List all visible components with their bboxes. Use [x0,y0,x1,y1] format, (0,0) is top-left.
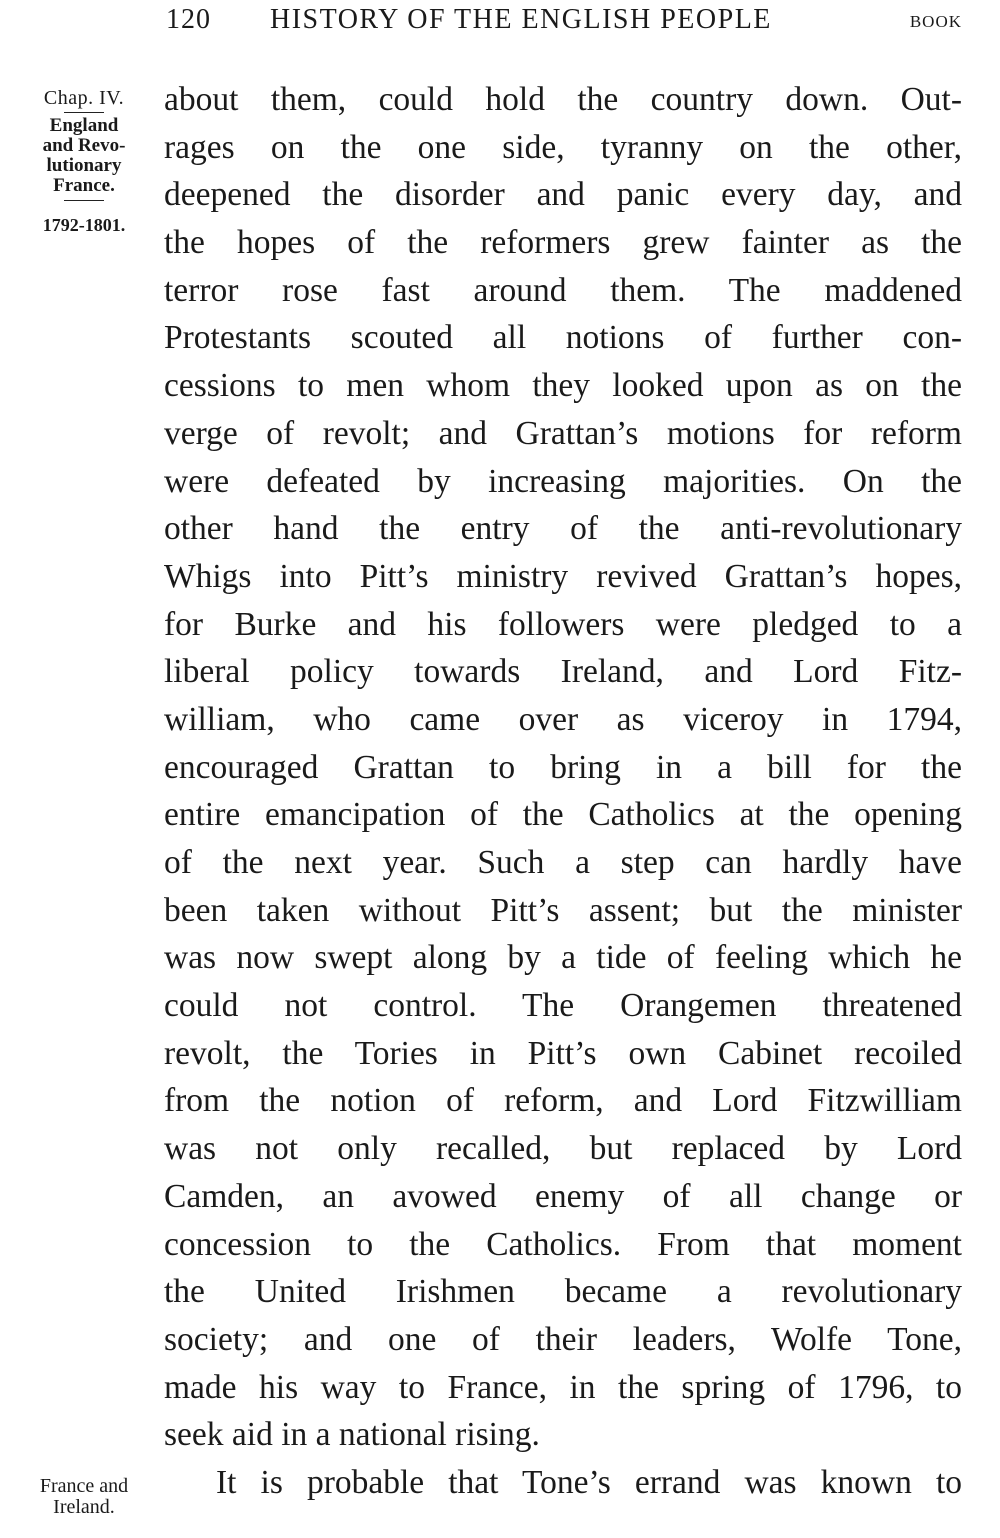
text-line: Protestants scouted all notions of further con- [164,319,962,357]
text-line: entire emancipation of the Catholics at the opening [164,796,962,834]
text-line: cessions to men whom they looked upon as on the [164,367,962,405]
text-line: for Burke and his followers were pledged to a [164,605,962,643]
text-line: were defeated by increasing majorities. On the [164,462,962,500]
text-line: society; and one of their leaders, Wolfe Tone, [164,1320,962,1358]
text-line: liberal policy towards Ireland, and Lord Fitz- [164,653,962,691]
text-line: of the next year. Such a step can hardly have [164,844,962,881]
topic-line: lutionary [46,155,122,176]
page-number: 120 [166,4,211,35]
text-line: was now swept along by a tide of feeling which he [164,939,962,977]
book-title: HISTORY OF THE ENGLISH PEOPLE [270,4,772,35]
text-line: rages on the one side, tyranny on the other, [164,128,962,166]
paragraph-first-line: It is probable that Tone’s errand was known to [216,1463,962,1501]
text-line: was not only recalled, but replaced by Lord [164,1130,962,1168]
text-line: the United Irishmen became a revolutionary [164,1273,962,1311]
topic-line: France and [39,1475,129,1497]
text-line: Camden, an avowed enemy of all change or [164,1177,962,1215]
text-line: deepened the disorder and panic every day, and [164,176,962,214]
text-line: other hand the entry of the anti-revolutionary [164,510,962,548]
date-range: 1792-1801. [42,215,126,235]
text-line: made his way to France, in the spring of 1796, to [164,1368,962,1406]
text-line: encouraged Grattan to bring in a bill for the [164,748,962,786]
text-line: could not control. The Orangemen threatened [164,987,962,1025]
margin-note-chapter [14,88,154,235]
topic-line: France. [53,175,115,196]
chapter-label: Chap. IV. [43,87,125,109]
text-line: from the notion of reform, and Lord Fitzwilliam [164,1082,962,1120]
topic-line: Ireland. [53,1496,115,1518]
text-line: Whigs into Pitt’s ministry revived Grattan’s hopes, [164,557,962,595]
text-line: verge of revolt; and Grattan’s motions for reform [164,414,962,452]
book-label: BOOK [909,12,962,31]
text-line: revolt, the Tories in Pitt’s own Cabinet recoiled [164,1034,962,1072]
topic-line: and Revo- [42,135,126,156]
topic-line: England [49,115,119,136]
body-text [164,76,962,1507]
text-line: william, who came over as viceroy in 1794, [164,700,962,738]
text-line: the hopes of the reformers grew fainter as the [164,224,962,262]
running-head [160,4,964,44]
text-line: concession to the Catholics. From that moment [164,1225,962,1263]
text-line: been taken without Pitt’s assent; but the minister [164,891,962,929]
text-line: seek aid in a national rising. [164,1416,540,1454]
divider [64,200,104,201]
text-line: terror rose fast around them. The maddened [164,271,962,309]
divider [64,112,104,113]
text-line: about them, could hold the country down. Out- [164,81,962,118]
margin-note-france-ireland [14,1476,154,1518]
